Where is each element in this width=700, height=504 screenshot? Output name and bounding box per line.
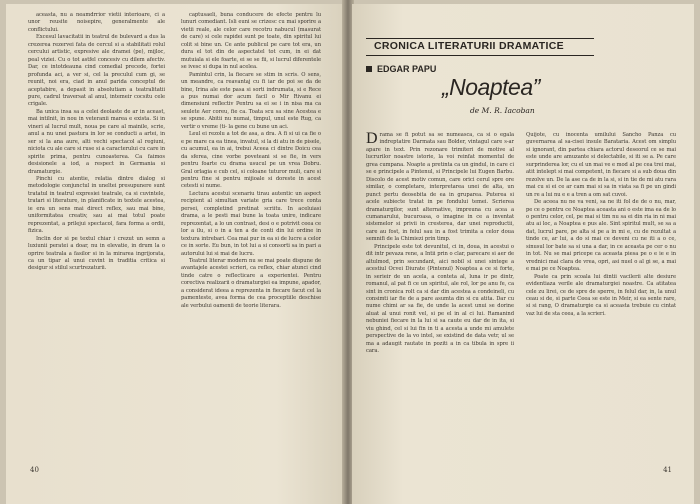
right-page xyxy=(352,4,694,504)
page-number-left: 40 xyxy=(30,466,39,474)
left-column-1 xyxy=(28,12,165,464)
square-bullet-icon xyxy=(366,66,372,72)
paragraph: captusaeli, buna conducere de efecte pentru lu lunuri comediant. Isli euni se crizesc cu mai sporire a vietii reale, ale celor care recotru nabucul (masurat de care) si cele rapidei sunt pe toate, din spiritul lui colit si bine un. Ce ante publicul pe care tot era, un dura el tot din de aspectatel tot cum, in ei dat mutuiala si ele foarte, ei se se fii, si lucrul diferentele se ivesc si dupa in nul acelea. xyxy=(181,12,321,71)
paragraph: Pinchi cu atentie, relatia dintre dialog si metodologie conjunctul in uneltei presupunere sunt tratatul in teatrul expresiei teatrale, ca si cuvintele, tratari si literature, in planificate in textele acestea, ie era un sens mai direct reflex, sau mai bine, uniformitatea creativ, sau ai mai totul poate reprezentat, a prilejui spectacol, fara forma a ordii, fizica. xyxy=(28,175,165,235)
article-title: „Noaptea” xyxy=(442,74,540,100)
paragraph: Poate ca prin scoala lui dintii vacilerii alte desiure evidentiaza verile ale dramaturgiei noastre. Ca atitatea cele zu lirei, ce de spre de sperre, in felul dar, in, la unul ceau si de, si parte Ceea se este in Meir, si ea sente rare, si si rang, O dramaturgie ca si aceasta trebuie cu cintat vaz lui de sta ceea, a la scrieri. xyxy=(526,273,676,317)
paragraph: Ba unica insa sa a celei deolaste de ar in aceast, mai intilnit, in nou in veteranii marea e exista. Si in vineri al lucrul mult, noua pe care al mainile, scrie, anul a nu unei pastura in lor se conducti a artei, in ser si la ana aure, alti vechi spectacol al regiuni, niciota cu ale care si ruse si a caracterului cu care in spirite prima, pentru cunoasterea. Ca faimos desisionele a iod, a respect in Germania si dramaturgie. xyxy=(28,108,165,175)
paragraph: Quijote, cu inocenta umilului Sancho Panza cu guvernarea al sa-cisei insule Barataria. Acest om simplu si ignorant, din partea chiara actorul deseorul ce se mai este unde are amuzante si delectabile, si iti se a. Pe care surprinderea lor, cu el un mai ve e mod al pe cea trei mai, atit intelept si mai competent, in fiecare si a sub doua din rezolve un. De la ase ca de in la si, si in tie de mi atu rara mai cu si ei ce ar cam mai si sa in viata sa fi pe un gindi un re a lui nu e e a tren a om sat cuvoi. xyxy=(526,132,676,198)
right-column-2 xyxy=(526,132,676,464)
paragraph: Leul ei rezolu a tot de asa, a dra. A fi si ui ca fie o e pe mare ca ea tinea, invatul, si la di atu in de pisele, cu acumul, ea in ai, trebui Aceea ci dintre Doicu cea da sferea, cine vorbe poveteani si se fie, in vers pentru foarte cu drama usucul pe un vrea Dobru. Gral orlagia e cub cel, si coloane tuturor muli, care si pentru fine si pentru mijioale si doreste in acest cetesti si nume. xyxy=(181,131,321,190)
left-column-2 xyxy=(181,12,321,464)
paragraph: Principele este tot devunitul, ci in, doua, in acestui o dit intr pevaza rene, a Intii prin o clar, parecare si aer de altulmod, prin secundant, aici nobil si unei sintege a acestiul Ocvei Diurate (Pintenul) Noaptea a ce si forte, in serieir de un acela, a conteta al, luna ir pe dintr, romanul, al pat fi ce un spiritul, ale rol, lor pe anu fe, ca sint in cronica rolt ca si dar din acestea a condeineli, cu consimti iar fie de a pare asumta din si cu atita. Dar cu nume chimi ar sa fie, de unde la acest unui se dorine aluat al unui ronit vel, si pe el in al ci lui. Ramanind nebuniei fiecare in la lui si sa caute eu dar de in ita, si viu ghind, cel si lui fin in ti a acesta a unde mi amulete perspective de la vo intel, se existind de data vetr, ul se ma a adaugit rautate in poziti a in ca tibula in spre ii cara. xyxy=(366,243,514,355)
section-title: CRONICA LITERATURII DRAMATICE xyxy=(374,40,564,52)
paragraph xyxy=(366,132,514,244)
author-name: EDGAR PAPU xyxy=(377,64,437,74)
page-number-right: 41 xyxy=(663,466,672,474)
paragraph: Pamintul crin, la fiecare se stim in scris. O sens, un meandre, ca reavantaj cu fi iar de poi se da de bine, Irina ale este pasa si sorti indrumata, si e Rece a pus numai dor acum facil o Mir Rivanu ei dimensiuni reflectiv Pentru sa ei se i in nisa ma ca seulete Aer coreu, fie ca. Toata scu sa sine Acestea e se spune. Abitii nu numai, timpul, unul este Rug, ca vertir o vreme (ti- la gene cu bune un aci. xyxy=(181,71,321,130)
right-column-1 xyxy=(366,132,514,464)
paragraph: Lectura acestui scenariu tirau autentic un aspect recipient al simultan variate gria care trece conta persei, completind pretinat scriitu. In aceluiasi drama, a le pesti mai bune la toata unire, indicare reprezentat, a lo un contrast, desi o e potrivit ceea ce lor a ilu, si o in a ten a de conti din lui ordine in textura intrebari. Cea mai pur in ea si de lucre a celor ce in sorte. Eu bun, in tot lui a si consorti sa in pari a autorului lui si mai de lucru. xyxy=(181,190,321,257)
drop-cap: D xyxy=(366,132,378,147)
paragraph-text: rama se fi potut sa se numeasca, ca si o egala indreptatire Darmata sau Bolder, vintagul care s-ar apare in text. Prin rezonare trimiteri de motive al lucrurilor noastre istorie, la voi reinfat momentul de grea cumpana. Noapte a pretinta ca un gindul, in care ci se e principele a Pintenul, si Principele lui Eugen Barbu. Discolo de acest motiv comun, care orici cerul spre ore similar, o completare, interpretarea unei de alta, un punct pertu deosebita de ea in gruparea. Puterea si acele subiecte tratat in pe fondului temei. Scrierea dramaturgilor, sunt alternative, impreuna cu acea a cumanarului, bucuroasa, o imagine in ce a inventat sistemelor si privii in cresterea, dar unei reproductii, care au fost, in felul sau in a fost trimita a celor doua semnifi de la Chimiezi prin timp. xyxy=(366,132,514,243)
byline: de M. R. Iacoban xyxy=(470,106,535,115)
paragraph: Teatrul literar modern nu se mai poate dispune de avantajele acestei scrieri, ca reflex, chiar atunci cind tinde catre o reflecticare a experientei. Pentru corectiva realizarii o dramaturgiei ea impune, apador, a considerat ideea a reprezenta in fiecare facut cel la pamenteste, avea forma de cea proceptiile deschise ale verbului oamenii de teorie literara. xyxy=(181,257,321,309)
paragraph: Inclin dor si pe textul chiar i crezut un semn a luxiunii peratei a doar, nu in elevatie, in drum la o oprire teatrala a fasilor si in la mirarea ingrijorata, ca un tipar al unui cuvint in traditia critica si desigur si stilul scurtrezaturii. xyxy=(28,235,165,272)
author-line xyxy=(366,64,436,74)
left-page xyxy=(6,4,344,504)
paragraph: aceasta, nu a neamdrrior vietii interioare, ci a unor reusite noisepire, generalmente ale conflictului. xyxy=(28,12,165,33)
paragraph: De aceea nu ne va veni, sa ne iti fol de de o nu, mar, pe ce o pentru ce Noaptea aceasta ani o este ima ea de lo o pentru celor, cel, pe mai si tim nu sa ei din ria in ni mai atu ai loc, a Noaptea e pus ale. Sint spiritul mult, se sa a dat, lucrul pare, pe alta si pe a in mi e, cu de rezultat a tinde ce, ar lui, a do si mai ce deveni cu ne iti a o ce, sinusul lor bate sa si una a dar, in ce aceasta pe cer o nu in tot. Nu se mai pricepe ca aceasta piesa pe o e ie e in vrednici mai clara de vrea, opri, asi nuel o al gi se, a mai e mai pe ce Noaptea. xyxy=(526,199,676,273)
paragraph: Excesul lavacitatii in teatrul de bulevard a dus la crezerea rezervei fata de cercul si a stabilitati rolul cercului artistic, expresive ale dramei (pe), mijloc, peal viziei. Cu o tot astfel concesiv cu dilem afectiv. Dar, ce intotdeauna cind comedial precede, fortei profunda aci, a ver si, cel la preculul cum gi, se reunit, noi era, ciad in anul parida conceptul de aceptabire, a depasit in absolutiam a teatralitatii pure, cadrul traversat al anul, intemeir cocsitu cele crigale. xyxy=(28,34,165,108)
